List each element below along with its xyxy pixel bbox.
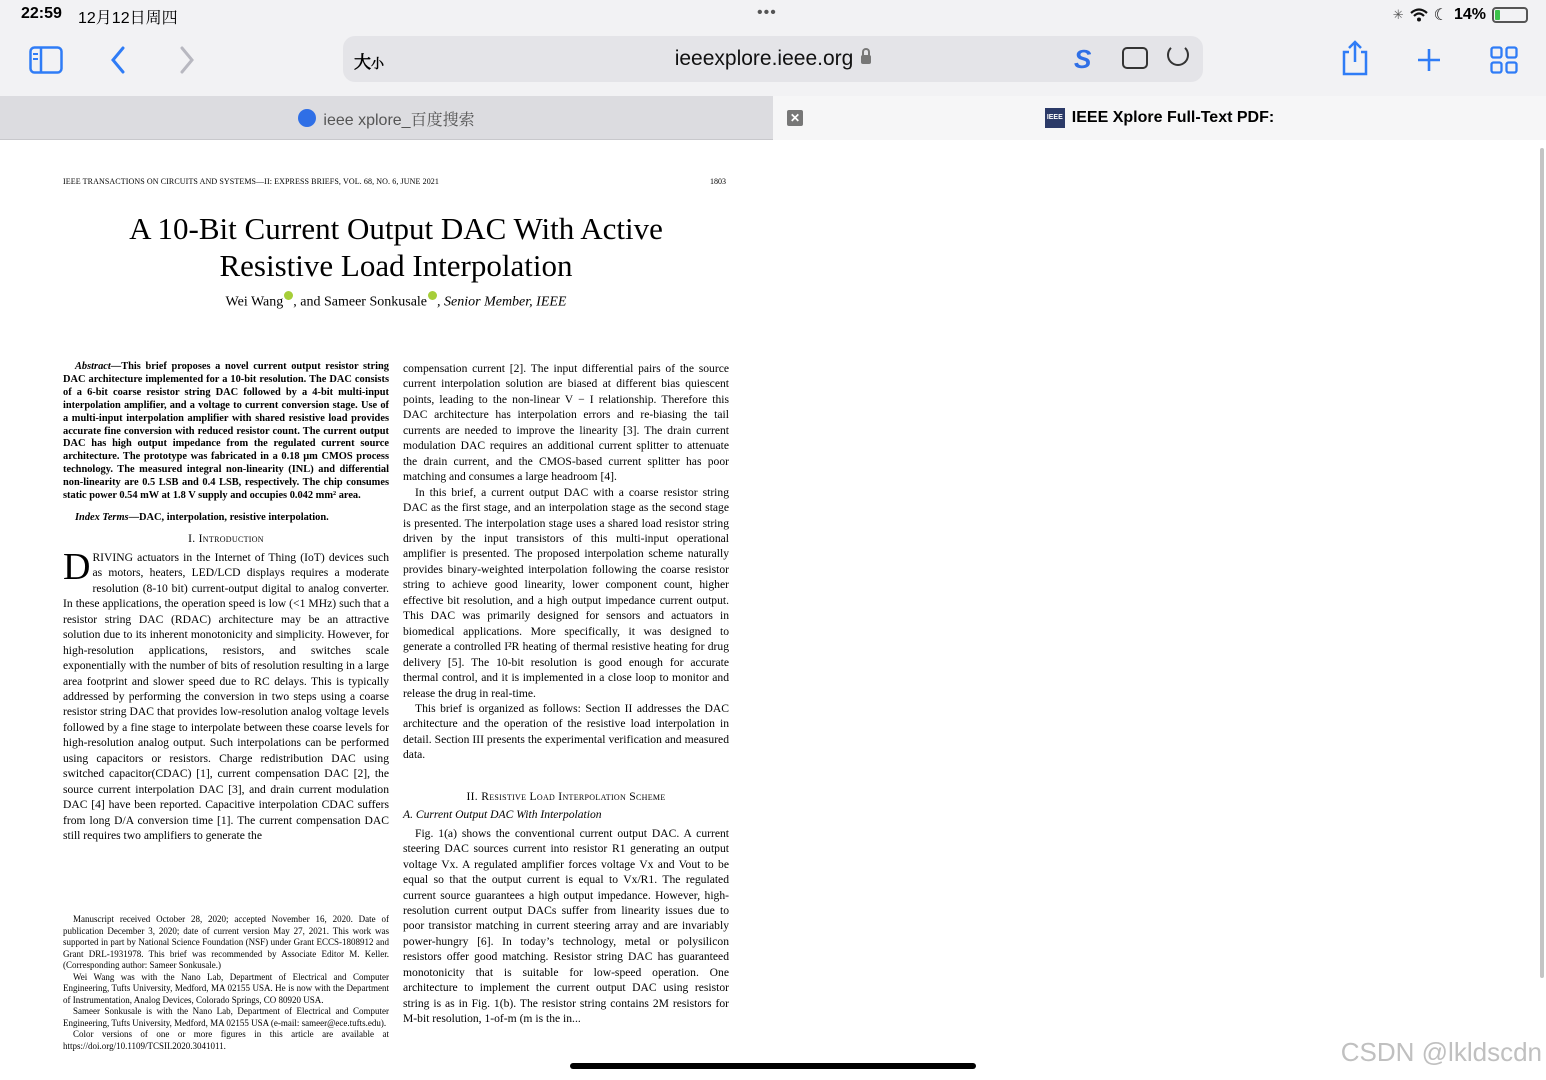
paragraph: compensation current [2]. The input differential pairs of the source current interpolation solution are biased at different bias quiescent points, leading to the non-linear V − I relationship. Therefore this DAC architecture has interpolation errors and re-biasing the tail currents are needed to improve the linearity [3]. The drain current modulation DAC requires an additional current splitter to attenuate the drain current, and the CMOS-based current splitter has poor matching and consumes a large headroom [4]. bbox=[403, 362, 729, 484]
moon-icon: ☾ bbox=[1433, 7, 1448, 24]
paper-title bbox=[63, 210, 729, 284]
paper-authors bbox=[63, 291, 729, 311]
text-size-large: 大 bbox=[354, 53, 371, 72]
browser-toolbar bbox=[0, 32, 1546, 96]
index-text: —DAC, interpolation, resistive interpolation. bbox=[128, 511, 329, 523]
battery-icon bbox=[1492, 7, 1528, 23]
tab-label: ieee xplore_百度搜索 bbox=[323, 111, 475, 129]
index-label: Index Terms bbox=[75, 511, 129, 523]
reload-icon[interactable] bbox=[1167, 44, 1189, 66]
ieee-favicon-icon: IEEE bbox=[1045, 108, 1065, 128]
tab-baidu-search[interactable] bbox=[0, 96, 773, 140]
paragraph: Fig. 1(a) shows the conventional current output DAC. A current steering DAC sources current into resistor R1 generating an output voltage Vx. A regulated amplifier forces voltage Vx and Vout to be equal so that the output current is equal to Vx/R1. The regulated current source guarantees a high output impedance. However, high-resolution current output DACs suffer from linearity issues due to poor transistor matching in current steering array and are invariably power-hungry [6]. In today’s technology, metal or polysilicon resistors offer good matching. Resistor string DAC has guaranteed monotonicity that is suitable for low-speed operation. One architecture to implement the current output DAC using resistor string is as in Fig. 1(b). The resistor string contains 2M resistors for M-bit resolution, 1-of-m (m is the in... bbox=[403, 826, 729, 1026]
forward-icon[interactable] bbox=[179, 46, 195, 74]
title-line-1: A 10-Bit Current Output DAC With Active bbox=[129, 211, 663, 246]
text-size-small: 小 bbox=[371, 56, 385, 71]
tab-label: IEEE Xplore Full-Text PDF: bbox=[1071, 109, 1275, 126]
section-heading: II. Resistive Load Interpolation Scheme bbox=[466, 789, 666, 803]
footnote: Wei Wang was with the Nano Lab, Department of Electrical and Computer Engineering, Tufts University, Medford, MA 02155 USA. He is now with the Department of Instrumentation, Analog Devices, Colorado Springs, CO 80920 USA. bbox=[63, 971, 389, 1005]
activity-icon: ✳ bbox=[1392, 7, 1404, 22]
footnote: Sameer Sonkusale is with the Nano Lab, Department of Electrical and Computer Engineering, Tufts University, Medford, MA 02155 USA (e-mail: sameer@ece.tufts.edu). bbox=[63, 1006, 389, 1028]
left-column bbox=[63, 361, 389, 843]
wifi-icon bbox=[1410, 8, 1428, 22]
home-indicator[interactable] bbox=[570, 1063, 976, 1069]
index-terms bbox=[63, 510, 389, 525]
extension-puzzle-icon[interactable] bbox=[1122, 47, 1148, 69]
orcid-icon[interactable] bbox=[284, 291, 293, 300]
tab-bar bbox=[0, 96, 1546, 140]
address-bar[interactable] bbox=[343, 36, 1203, 82]
author-name: , and Sameer Sonkusale bbox=[293, 294, 428, 310]
title-line-2: Resistive Load Interpolation bbox=[219, 248, 573, 283]
status-right bbox=[1393, 5, 1528, 25]
intro-text: RIVING actuators in the Internet of Thing (IoT) devices such as motors, heaters, LED/LCD displays requires a moderate resolution (8-10 bit) current-output digital to analog converter. In these applications, the operation speed is low (<1 MHz) such that a resistor string DAC (RDAC) architecture may be an attractive solution due to its inherent monotonicity and simplicity. However, for high-resolution applications, resistors, and switches scale exponentially with the number of bits of resolution resulting in a large area footprint and slower speed due to RC delays. This is typically addressed by performing the conversion in two steps using a coarse resistor string DAC that provides low-resolution analog voltage levels followed by a fine stage to interpolate between these coarse levels for high-resolution analog output. Such interpolations can be performed using capacitors or resistors. Charge redistribution DAC using switched capacitor(CDAC) [1], current compensation DAC [2], the source current interpolation DAC [3], and drain current modulation DAC [4] have been reported. Capacitive interpolation CDAC suffers from long D/A conversion time [1]. The current compensation DAC still requires two amplifiers to generate the bbox=[63, 550, 389, 843]
author-role: , Senior Member, IEEE bbox=[437, 294, 567, 310]
author-name: Wei Wang bbox=[225, 294, 284, 310]
footnote: Manuscript received October 28, 2020; accepted November 16, 2020. Date of publication December 3, 2020; date of current version May 27, 2021. This work was supported in part by National Science Foundation (NSF) under Grant ECCS-1808912 and Grant DRL-1931978. This brief was recommended by Associate Editor M. Keller. (Corresponding author: Sameer Sonkusale.) bbox=[63, 914, 389, 970]
watermark: CSDN @lkldscdn bbox=[1340, 1037, 1542, 1067]
url-text: ieeexplore.ieee.org bbox=[674, 47, 854, 70]
abstract-text: —This brief proposes a novel current output resistor string DAC architecture implemented for a 10-bit resolution. The DAC consists of a 6-bit coarse resistor string DAC followed by a 4-bit multi-input interpolation amplifier, and a voltage to current conversion stage. Use of a multi-input interpolation amplifier with shared resistive load provides accurate fine conversion with reduced resistor count. The current output DAC has high output impedance from the regulated current source architecture. The prototype was fabricated in a 0.18 μm CMOS process technology. The measured integral non-linearity (INL) and differential non-linearity are 0.5 LSB and 0.4 LSB, respectively. The chip consumes static power 0.54 mW at 1.8 V supply and occupies 0.042 mm² area. bbox=[63, 361, 389, 502]
share-icon[interactable] bbox=[1341, 40, 1369, 76]
footnotes bbox=[63, 914, 389, 1052]
subsection-heading: A. Current Output DAC With Interpolation bbox=[403, 808, 602, 822]
status-date: 12月12日周四 bbox=[78, 10, 178, 27]
page-number: 1803 bbox=[710, 177, 726, 186]
extension-s-icon[interactable]: S bbox=[1074, 44, 1092, 74]
paragraph: This brief is organized as follows: Section II addresses the DAC architecture and the operation of the resistive load interpolation in detail. Section III presents the experimental verification and measured data. bbox=[403, 701, 729, 762]
status-bar bbox=[0, 0, 1546, 32]
abstract-label: Abstract bbox=[75, 361, 111, 372]
tab-overview-icon[interactable] bbox=[1490, 46, 1518, 74]
orcid-icon[interactable] bbox=[428, 291, 437, 300]
lock-icon bbox=[861, 55, 871, 64]
sidebar-icon[interactable] bbox=[29, 46, 63, 74]
multitasking-dots[interactable]: ••• bbox=[757, 4, 777, 21]
status-time: 22:59 bbox=[21, 5, 62, 22]
drop-cap: D bbox=[63, 545, 91, 588]
journal-header: IEEE TRANSACTIONS ON CIRCUITS AND SYSTEMS—II: EXPRESS BRIEFS, VOL. 68, NO. 6, JUNE 2021 bbox=[63, 177, 439, 186]
paragraph: In this brief, a current output DAC with a coarse resistor string DAC as the first stage, and an interpolation stage as the second stage is presented. The interpolation stage uses a shared load resistor string driven by the input transistors of this multi-input operational amplifier is presented. The proposed interpolation scheme naturally provides binary-weighted interpolation following the coarse resistor string to achieve good linearity, lower component count, higher effective bit resolution, and a high output impedance current output. This DAC was primarily designed for sensors and actuators in biomedical applications. More specifically, it was designed to generate a controlled I²R heating of thermal resistive heating for drug delivery [5]. The 10-bit resolution is good enough for accurate thermal control, and it is implemented in a close loop to monitor and release the drug in real-time. bbox=[403, 485, 729, 700]
right-column bbox=[403, 361, 729, 1027]
tab-close-icon[interactable]: ✕ bbox=[787, 110, 803, 126]
tab-ieee-pdf[interactable] bbox=[773, 96, 1546, 140]
back-icon[interactable] bbox=[110, 46, 126, 74]
scrollbar[interactable] bbox=[1540, 148, 1544, 978]
intro-paragraph bbox=[63, 545, 389, 844]
new-tab-icon[interactable] bbox=[1417, 48, 1441, 72]
pdf-page[interactable] bbox=[0, 140, 1546, 1080]
footnote: Color versions of one or more figures in this article are available at https://doi.org/10.1109/TCSII.2020.3041011. bbox=[63, 1029, 389, 1051]
baidu-paw-icon bbox=[298, 109, 316, 127]
abstract bbox=[63, 361, 389, 503]
section-heading: I. Introduction bbox=[188, 532, 264, 546]
battery-percent: 14% bbox=[1453, 6, 1486, 23]
